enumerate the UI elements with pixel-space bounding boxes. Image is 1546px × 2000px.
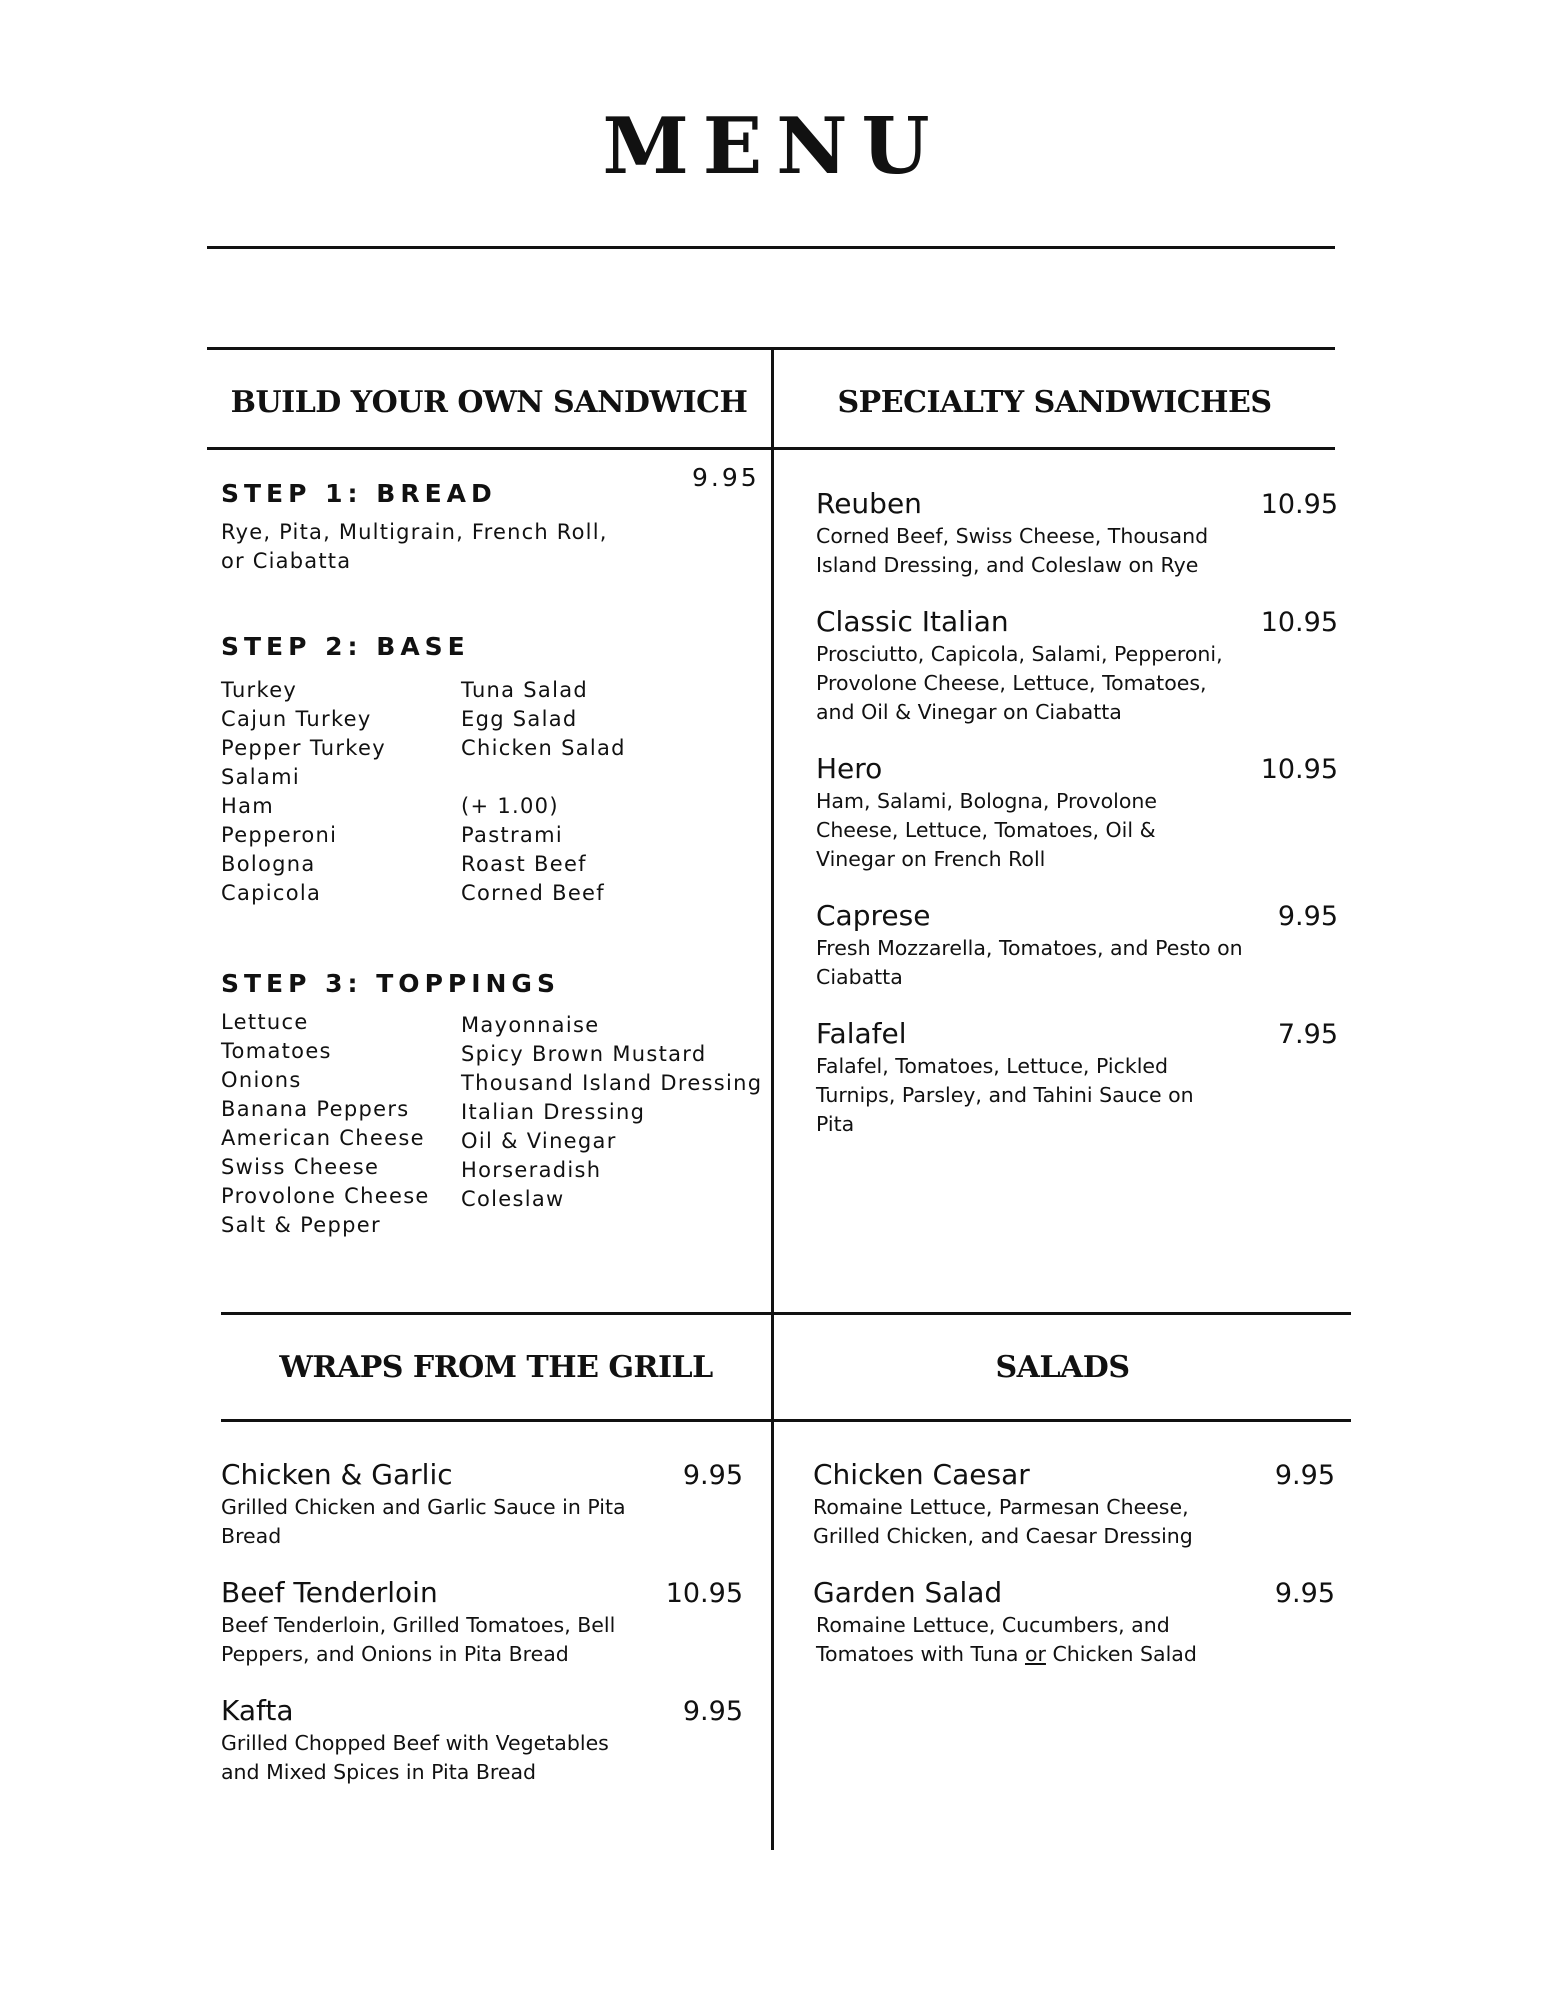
item-name: Reuben bbox=[816, 487, 922, 520]
list-item: Pepperoni bbox=[221, 823, 338, 847]
upcharge-note: (+ 1.00) bbox=[461, 794, 559, 818]
step2-heading: STEP 2: BASE bbox=[221, 632, 470, 661]
item-price: 9.95 bbox=[1274, 1578, 1335, 1609]
menu-item-beef-tenderloin bbox=[221, 1576, 743, 1669]
menu-item-kafta bbox=[221, 1694, 743, 1787]
list-item: Banana Peppers bbox=[221, 1097, 410, 1121]
menu-title: MENU bbox=[602, 101, 944, 192]
list-item: Bologna bbox=[221, 852, 316, 876]
list-item: Tomatoes bbox=[221, 1039, 332, 1063]
menu-item-classic-italian bbox=[816, 605, 1338, 727]
item-price: 9.95 bbox=[682, 1460, 743, 1491]
list-item: Tuna Salad bbox=[461, 678, 589, 702]
item-description: Fresh Mozzarella, Tomatoes, and Pesto on Ciabatta bbox=[816, 936, 1243, 989]
step1-breads-line1: Rye, Pita, Multigrain, French Roll, bbox=[221, 520, 608, 544]
item-description: Beef Tenderloin, Grilled Tomatoes, Bell Peppers, and Onions in Pita Bread bbox=[221, 1613, 616, 1666]
item-description: Grilled Chopped Beef with Vegetables and Mixed Spices in Pita Bread bbox=[221, 1731, 609, 1784]
item-description: Prosciutto, Capicola, Salami, Pepperoni, Provolone Cheese, Lettuce, Tomatoes, and Oil & Vinegar on Ciabatta bbox=[816, 642, 1223, 724]
step3-heading: STEP 3: TOPPINGS bbox=[221, 969, 560, 998]
item-price: 9.95 bbox=[1274, 1460, 1335, 1491]
list-item: Coleslaw bbox=[461, 1187, 565, 1211]
list-item: Salami bbox=[221, 765, 300, 789]
specialty-heading: SPECIALTY SANDWICHES bbox=[837, 385, 1272, 420]
item-description: Corned Beef, Swiss Cheese, Thousand Island Dressing, and Coleslaw on Rye bbox=[816, 524, 1209, 577]
list-item: Onions bbox=[221, 1068, 302, 1092]
item-price: 7.95 bbox=[1277, 1019, 1338, 1050]
list-item: Mayonnaise bbox=[461, 1013, 600, 1037]
menu-item-garden-salad bbox=[813, 1576, 1335, 1669]
list-item: Turkey bbox=[221, 678, 298, 702]
item-price: 10.95 bbox=[1260, 754, 1338, 785]
item-description: Falafel, Tomatoes, Lettuce, Pickled Turnips, Parsley, and Tahini Sauce on Pita bbox=[816, 1054, 1194, 1136]
step2-base-list-1 bbox=[221, 676, 386, 908]
list-item: Chicken Salad bbox=[461, 736, 626, 760]
list-item: Egg Salad bbox=[461, 707, 578, 731]
desc-text: Chicken Salad bbox=[1045, 1642, 1197, 1666]
menu-item-reuben bbox=[816, 487, 1338, 580]
step1-breads-line2: or Ciabatta bbox=[221, 549, 352, 573]
item-price: 10.95 bbox=[665, 1578, 743, 1609]
item-price: 10.95 bbox=[1260, 489, 1338, 520]
item-price: 9.95 bbox=[682, 1696, 743, 1727]
item-description: Ham, Salami, Bologna, Provolone Cheese, Lettuce, Tomatoes, Oil & Vinegar on French Roll bbox=[816, 789, 1157, 871]
menu-item-caprese bbox=[816, 899, 1338, 992]
list-item: Pastrami bbox=[461, 823, 563, 847]
list-item: American Cheese bbox=[221, 1126, 425, 1150]
item-name: Caprese bbox=[816, 899, 931, 932]
item-description: Romaine Lettuce, Parmesan Cheese, Grilled Chicken, and Caesar Dressing bbox=[813, 1495, 1193, 1548]
item-name: Hero bbox=[816, 752, 883, 785]
list-item: Horseradish bbox=[461, 1158, 602, 1182]
lower-header-rule bbox=[221, 1419, 1351, 1422]
step1-heading: STEP 1: BREAD bbox=[221, 479, 497, 508]
list-item: Ham bbox=[221, 794, 275, 818]
list-item: Salt & Pepper bbox=[221, 1213, 381, 1237]
item-price: 9.95 bbox=[1277, 901, 1338, 932]
item-name: Kafta bbox=[221, 1694, 294, 1727]
list-spacer bbox=[461, 763, 626, 792]
step3-toppings-list-2 bbox=[461, 1011, 762, 1214]
list-item: Spicy Brown Mustard bbox=[461, 1042, 707, 1066]
step2-base-list-2 bbox=[461, 676, 626, 908]
item-description: Grilled Chicken and Garlic Sauce in Pita Bread bbox=[221, 1495, 626, 1548]
list-item: Lettuce bbox=[221, 1010, 309, 1034]
list-item: Swiss Cheese bbox=[221, 1155, 380, 1179]
salads-heading: SALADS bbox=[995, 1350, 1130, 1385]
list-item: Provolone Cheese bbox=[221, 1184, 430, 1208]
item-name: Chicken Caesar bbox=[813, 1458, 1030, 1491]
menu-item-chicken-garlic bbox=[221, 1458, 743, 1551]
menu-item-hero bbox=[816, 752, 1338, 874]
list-item: Thousand Island Dressing bbox=[461, 1071, 763, 1095]
item-name: Falafel bbox=[816, 1017, 907, 1050]
step3-toppings-list-1 bbox=[221, 1008, 430, 1240]
title-divider bbox=[207, 246, 1335, 249]
item-description bbox=[813, 1611, 1246, 1669]
item-name: Garden Salad bbox=[813, 1576, 1003, 1609]
list-item: Capicola bbox=[221, 881, 322, 905]
desc-underlined-text: or bbox=[1024, 1642, 1046, 1666]
menu-item-falafel bbox=[816, 1017, 1338, 1139]
item-name: Beef Tenderloin bbox=[221, 1576, 438, 1609]
list-item: Italian Dressing bbox=[461, 1100, 646, 1124]
build-your-own-heading: BUILD YOUR OWN SANDWICH bbox=[230, 385, 748, 420]
item-name: Classic Italian bbox=[816, 605, 1009, 638]
list-item: Oil & Vinegar bbox=[461, 1129, 617, 1153]
lower-top-rule bbox=[221, 1312, 1351, 1315]
wraps-heading: WRAPS FROM THE GRILL bbox=[279, 1350, 713, 1385]
center-divider bbox=[771, 347, 774, 1850]
build-price: 9.95 bbox=[692, 463, 760, 492]
item-name: Chicken & Garlic bbox=[221, 1458, 453, 1491]
item-price: 10.95 bbox=[1260, 607, 1338, 638]
desc-text: Romaine Lettuce, Cucumbers, and Tomatoes with Tuna bbox=[816, 1613, 1170, 1666]
list-item: Roast Beef bbox=[461, 852, 587, 876]
menu-item-chicken-caesar bbox=[813, 1458, 1335, 1551]
list-item: Cajun Turkey bbox=[221, 707, 372, 731]
list-item: Corned Beef bbox=[461, 881, 605, 905]
list-item: Pepper Turkey bbox=[221, 736, 386, 760]
